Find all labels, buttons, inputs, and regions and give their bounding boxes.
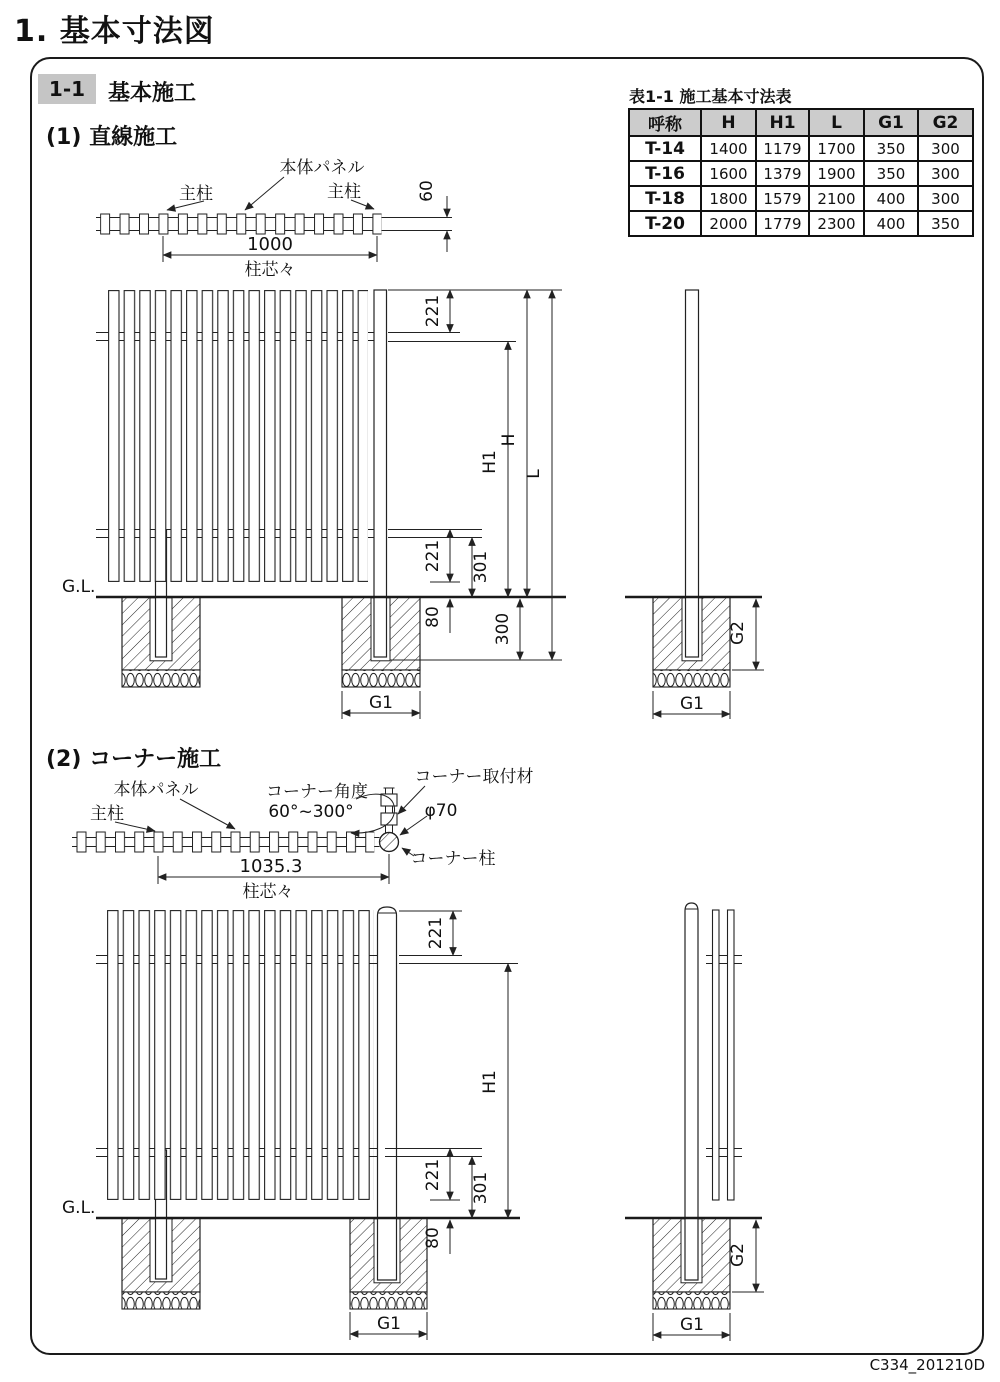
dim-221-top-straight: 221 (423, 294, 443, 328)
corner-angle-label: コーナー角度 (266, 782, 368, 802)
spec-table-value-cell: 400 (864, 186, 918, 211)
side-picket-1 (713, 910, 720, 1200)
straight-plan-view (96, 158, 452, 280)
main-post-label-left: 主柱 (179, 184, 213, 204)
corner-side-view (625, 903, 764, 1341)
gl-label-corner: G.L. (62, 1198, 96, 1218)
side-picket-2 (728, 910, 735, 1200)
dim-H1-corner: H1 (480, 1070, 500, 1094)
corner-angle-range-label: 60°~300° (268, 802, 354, 822)
dim-80-straight: 80 (423, 606, 443, 628)
main-post-label-corner: 主柱 (90, 804, 124, 824)
spec-table-value-cell: 1379 (756, 161, 809, 186)
corner-bracket-label: コーナー取付材 (414, 767, 534, 787)
dim-G2-corner: G2 (728, 1243, 748, 1267)
dim-221-bottom-straight: 221 (423, 539, 443, 573)
corner-post-side (685, 903, 698, 1280)
corner-post-front (378, 907, 397, 1280)
dim-221-bottom-corner: 221 (423, 1158, 443, 1192)
main-post-front (374, 290, 387, 657)
spec-table-header-cell: G1 (864, 109, 918, 136)
spec-table-value-cell: 1579 (756, 186, 809, 211)
dim-221-top-corner: 221 (426, 916, 446, 950)
spec-table-header-cell: L (809, 109, 864, 136)
dim-301-straight: 301 (471, 550, 491, 584)
spec-table-value-cell: 300 (918, 136, 973, 161)
dim-G1-corner-side: G1 (680, 1315, 704, 1335)
corner-bracket-block-1 (381, 794, 397, 806)
dim-H-straight: H (499, 433, 519, 447)
spec-table-value-cell: 1400 (701, 136, 756, 161)
panel-label-straight: 本体パネル (279, 158, 365, 178)
dim-G1-corner-elev: G1 (377, 1314, 401, 1334)
dim-80-corner: 80 (423, 1227, 443, 1249)
corner-post-dia-label: φ70 (424, 801, 458, 821)
spec-table-model-cell: T-14 (629, 136, 701, 161)
spec-table-value-cell: 1600 (701, 161, 756, 186)
dim-H1-straight: H1 (480, 450, 500, 474)
corner-elevation-pickets (107, 910, 374, 1200)
post-centers-label-2: 柱芯々 (242, 882, 294, 902)
plan-pickets (100, 214, 382, 235)
spec-table-header-cell: H (701, 109, 756, 136)
dim-1035-label: 1035.3 (239, 856, 303, 877)
spec-table-model-cell: T-16 (629, 161, 701, 186)
elevation-pickets (108, 290, 368, 582)
spec-table-value-cell: 350 (918, 211, 973, 236)
corner-elevation-view (62, 907, 520, 1340)
spec-table-value-cell: 1779 (756, 211, 809, 236)
dim-G1-straight-elev: G1 (369, 693, 393, 713)
page-title: 1. 基本寸法図 (14, 14, 215, 49)
corner-plan-view (72, 767, 534, 902)
spec-table-value-cell: 1700 (809, 136, 864, 161)
post-centers-label-1: 柱芯々 (244, 260, 296, 280)
spec-table-value-cell: 2300 (809, 211, 864, 236)
dim-G2-straight: G2 (728, 621, 748, 645)
section-badge: 1-1 (38, 74, 96, 104)
corner-plan-pickets (77, 832, 375, 853)
spec-table-header-cell: G2 (918, 109, 973, 136)
dim-301-corner: 301 (471, 1171, 491, 1205)
subsection-corner-title: (2) コーナー施工 (46, 747, 222, 772)
spec-table-value-cell: 1900 (809, 161, 864, 186)
spec-table-header-cell: H1 (756, 109, 809, 136)
spec-table-value-cell: 1800 (701, 186, 756, 211)
spec-table-value-cell: 400 (864, 211, 918, 236)
dim-L-straight: L (524, 469, 544, 479)
spec-table-value-cell: 350 (864, 136, 918, 161)
spec-table-value-cell: 2000 (701, 211, 756, 236)
spec-table-model-cell: T-20 (629, 211, 701, 236)
spec-table-value-cell: 300 (918, 161, 973, 186)
spec-table-header-cell: 呼称 (629, 109, 701, 136)
section-title: 基本施工 (108, 81, 197, 106)
straight-side-view (625, 290, 764, 719)
dim-300-straight: 300 (493, 612, 513, 646)
panel-label-corner: 本体パネル (113, 780, 199, 800)
subsection-straight-title: (1) 直線施工 (46, 125, 178, 150)
document-code: C334_201210D (869, 1356, 985, 1374)
spec-table-value-cell: 300 (918, 186, 973, 211)
corner-post-label: コーナー柱 (410, 849, 496, 869)
gl-label-straight: G.L. (62, 577, 96, 597)
dim-G1-straight-side: G1 (680, 694, 704, 714)
main-post-side (686, 290, 699, 657)
spec-table-model-cell: T-18 (629, 186, 701, 211)
spec-table-value-cell: 1179 (756, 136, 809, 161)
spec-table-value-cell: 2100 (809, 186, 864, 211)
table-caption: 表1-1 施工基本寸法表 (629, 87, 792, 106)
dim-60-label: 60 (417, 180, 437, 202)
straight-elevation-view (62, 290, 566, 719)
spec-table-value-cell: 350 (864, 161, 918, 186)
main-post-label-right: 主柱 (327, 182, 361, 202)
corner-post-circle (380, 833, 399, 852)
dim-1000-label: 1000 (247, 234, 293, 255)
